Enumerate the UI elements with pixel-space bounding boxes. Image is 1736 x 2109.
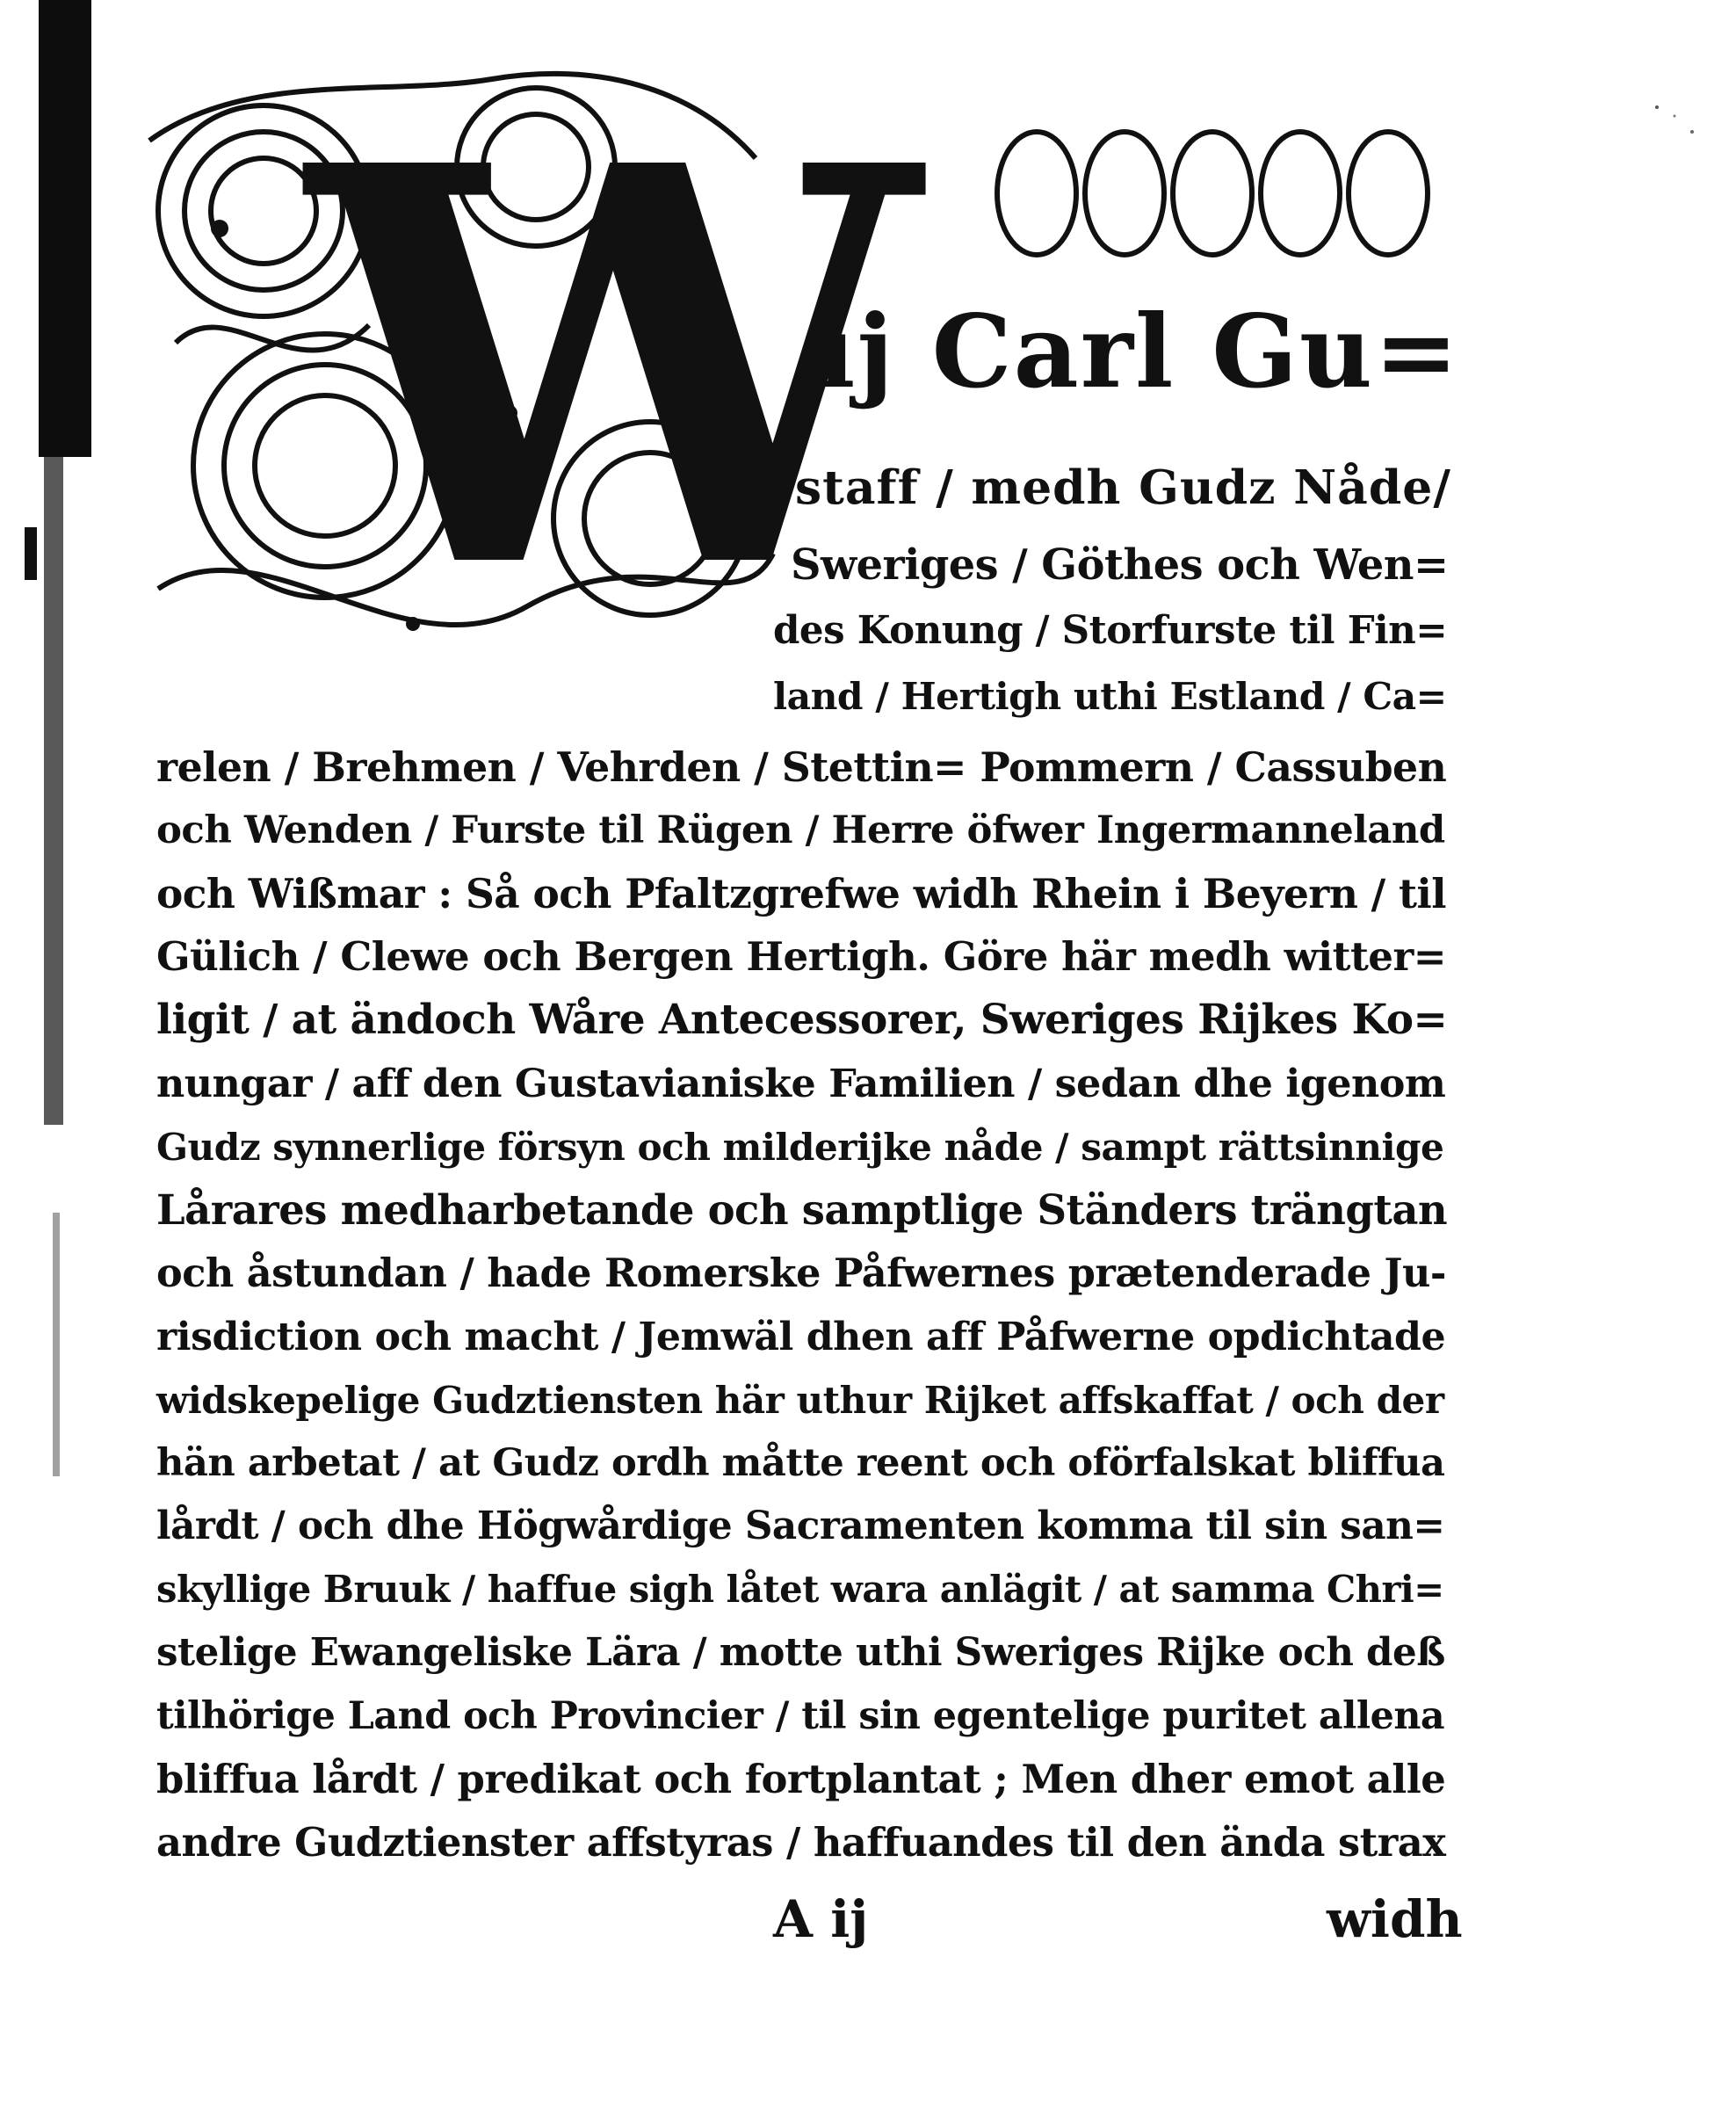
text-line: nungar / aff den Gustavianiske Familien / sedan dhe igenom	[156, 1061, 1446, 1106]
decorated-initial	[123, 49, 902, 694]
ornament-loops	[984, 114, 1476, 272]
text-line: widskepelige Gudztiensten här uthur Rijket affskaffat / och der	[156, 1378, 1444, 1422]
text-line: land / Hertigh uthi Estland / Ca=	[773, 675, 1447, 719]
paper-specks	[1648, 97, 1701, 149]
page-heading: ij Carl Gu=	[817, 293, 1460, 410]
text-line: stelige Ewangeliske Lära / motte uthi Sweriges Rijke och deß	[156, 1630, 1445, 1675]
text-line: bliffua lårdt / predikat och fortplantat ; Men dher emot alle	[156, 1756, 1446, 1802]
initial-letter: W	[307, 49, 902, 689]
text-line: skyllige Bruuk / haffue sigh låtet wara anlägit / at samma Chri=	[156, 1568, 1444, 1611]
binding-shadow	[0, 0, 105, 2109]
text-line: relen / Brehmen / Vehrden / Stettin= Pommern / Cassuben	[156, 743, 1447, 791]
catchword: widh	[1327, 1889, 1463, 1949]
text-line: Lårares medharbetande och samptlige Ständers trängtan	[156, 1185, 1448, 1234]
text-line: lårdt / och dhe Högwårdige Sacramenten komma til sin san=	[156, 1504, 1445, 1548]
text-line: och Wißmar : Så och Pfaltzgrefwe widh Rhein i Beyern / til	[156, 870, 1447, 917]
text-line: och Wenden / Furste til Rügen / Herre öfwer Ingermanneland	[156, 808, 1445, 852]
text-line: risdiction och macht / Jemwäl dhen aff Påfwerne opdichtade	[156, 1314, 1446, 1359]
text-line: och åstundan / hade Romerske Påfwernes prætenderade Ju-	[156, 1250, 1446, 1296]
text-line: ligit / at ändoch Wåre Antecessorer, Sweriges Rijkes Ko=	[156, 996, 1448, 1044]
signature-mark: A ij	[773, 1889, 869, 1949]
text-line: Gülich / Clewe och Bergen Hertigh. Göre här medh witter=	[156, 933, 1447, 980]
text-line: staff / medh Gudz Nåde/	[795, 460, 1451, 515]
text-line: Gudz synnerlige försyn och milderijke nåde / sampt rättsinnige	[156, 1125, 1444, 1169]
text-line: andre Gudztienster affstyras / haffuandes til den ända strax	[156, 1819, 1446, 1866]
text-line: Sweriges / Göthes och Wen=	[791, 540, 1449, 590]
text-line: des Konung / Storfurste til Fin=	[773, 608, 1448, 653]
text-line: tilhörige Land och Provincier / til sin egentelige puritet allena	[156, 1694, 1445, 1738]
text-line: hän arbetat / at Gudz ordh måtte reent och oförfalskat bliffua	[156, 1440, 1445, 1485]
